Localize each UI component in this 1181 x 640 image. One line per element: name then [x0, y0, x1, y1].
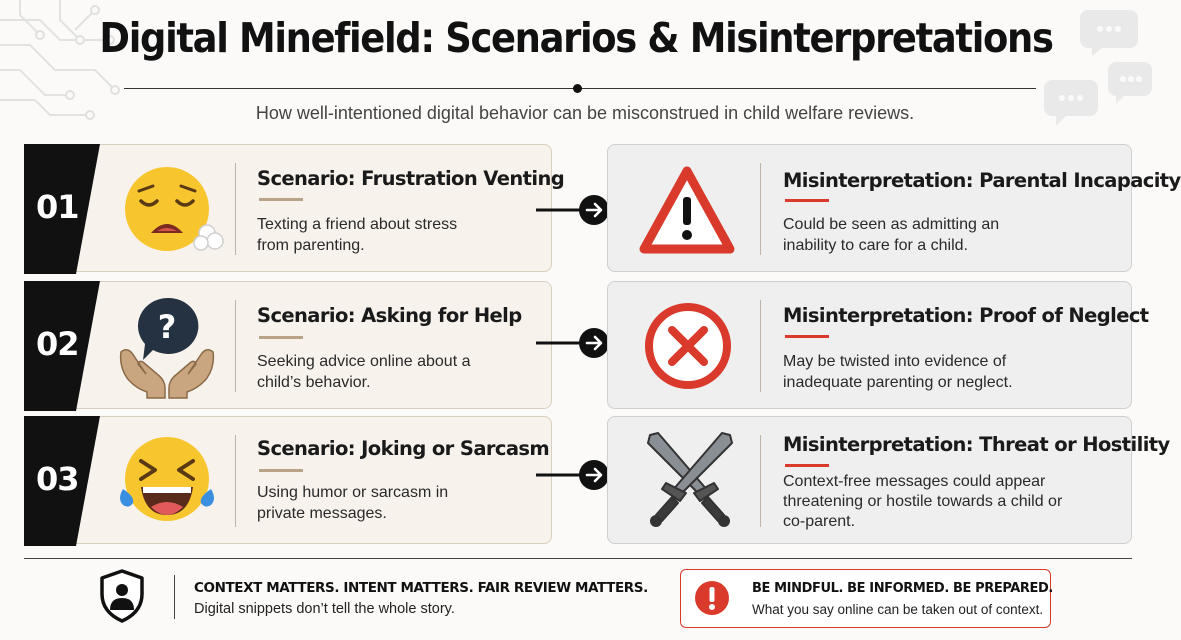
scenario-card-1 [24, 144, 565, 272]
arrow-right-icon [536, 458, 610, 492]
number-tab [24, 416, 102, 546]
misinterpretation-card-1 [607, 144, 1181, 272]
arrow-right-icon [536, 326, 610, 360]
page-subtitle: How well-intentioned digital behavior can be misconstrued in child welfare reviews. [255, 103, 915, 123]
misinterpretation-description: Could be seen as admitting an inability to care for a child. [783, 216, 1000, 254]
footer-vertical-divider [174, 575, 175, 619]
title-underline [785, 335, 829, 338]
exclamation-circle-icon [694, 580, 730, 616]
scenario-title: Scenario: Frustration Venting [257, 167, 565, 190]
scenario-description: Using humor or sarcasm in private messages. [257, 484, 449, 522]
warning-text: What you say online can be taken out of context. [752, 602, 1044, 617]
misinterpretation-description: May be twisted into evidence of inadequate parenting or neglect. [783, 353, 1013, 391]
scenario-title: Scenario: Joking or Sarcasm [257, 437, 550, 460]
scenario-card-3 [24, 416, 552, 544]
crossed-swords-icon [642, 431, 738, 531]
scenario-number: 01 [36, 188, 79, 226]
title-underline [259, 469, 303, 472]
misinterpretation-card-2 [607, 281, 1149, 409]
misinterpretation-description: Context-free messages could appear threatening or hostile towards a child or co-parent. [783, 473, 1063, 530]
misinterpretation-title: Misinterpretation: Threat or Hostility [783, 433, 1170, 456]
warning-heading: BE MINDFUL. BE INFORMED. BE PREPARED. [752, 581, 1053, 596]
shield-person-icon [98, 568, 146, 624]
title-underline [259, 198, 303, 201]
question-hands-icon [115, 294, 219, 398]
page-title: Digital Minefield: Scenarios & Misinterpretations [99, 14, 1053, 62]
warning-callout [680, 569, 1051, 628]
footer-divider [24, 558, 1132, 559]
title-underline [785, 464, 829, 467]
arrow-right-icon [536, 193, 610, 227]
footer-heading: CONTEXT MATTERS. INTENT MATTERS. FAIR REVIEW MATTERS. [194, 580, 648, 596]
misinterpretation-title: Misinterpretation: Proof of Neglect [783, 304, 1149, 327]
x-circle-icon [642, 300, 734, 392]
scenario-description: Seeking advice online about a child’s behavior. [257, 353, 471, 391]
svg-text:?: ? [157, 308, 177, 346]
title-divider [124, 84, 1036, 94]
scenario-title: Scenario: Asking for Help [257, 304, 522, 327]
misinterpretation-title: Misinterpretation: Parental Incapacity [783, 169, 1181, 192]
scenario-description: Texting a friend about stress from parenting. [257, 216, 458, 254]
laughing-tears-emoji-icon [115, 431, 219, 529]
title-underline [785, 199, 829, 202]
misinterpretation-card-3 [607, 416, 1170, 544]
title-underline [259, 336, 303, 339]
scenario-card-2 [24, 281, 552, 409]
footer-text: Digital snippets don’t tell the whole story. [194, 601, 455, 617]
tired-face-emoji-icon [121, 163, 225, 257]
scenario-number: 02 [36, 325, 79, 363]
number-tab [24, 281, 102, 411]
number-tab [24, 144, 102, 274]
scenario-number: 03 [36, 460, 79, 498]
warning-triangle-icon [638, 165, 736, 255]
